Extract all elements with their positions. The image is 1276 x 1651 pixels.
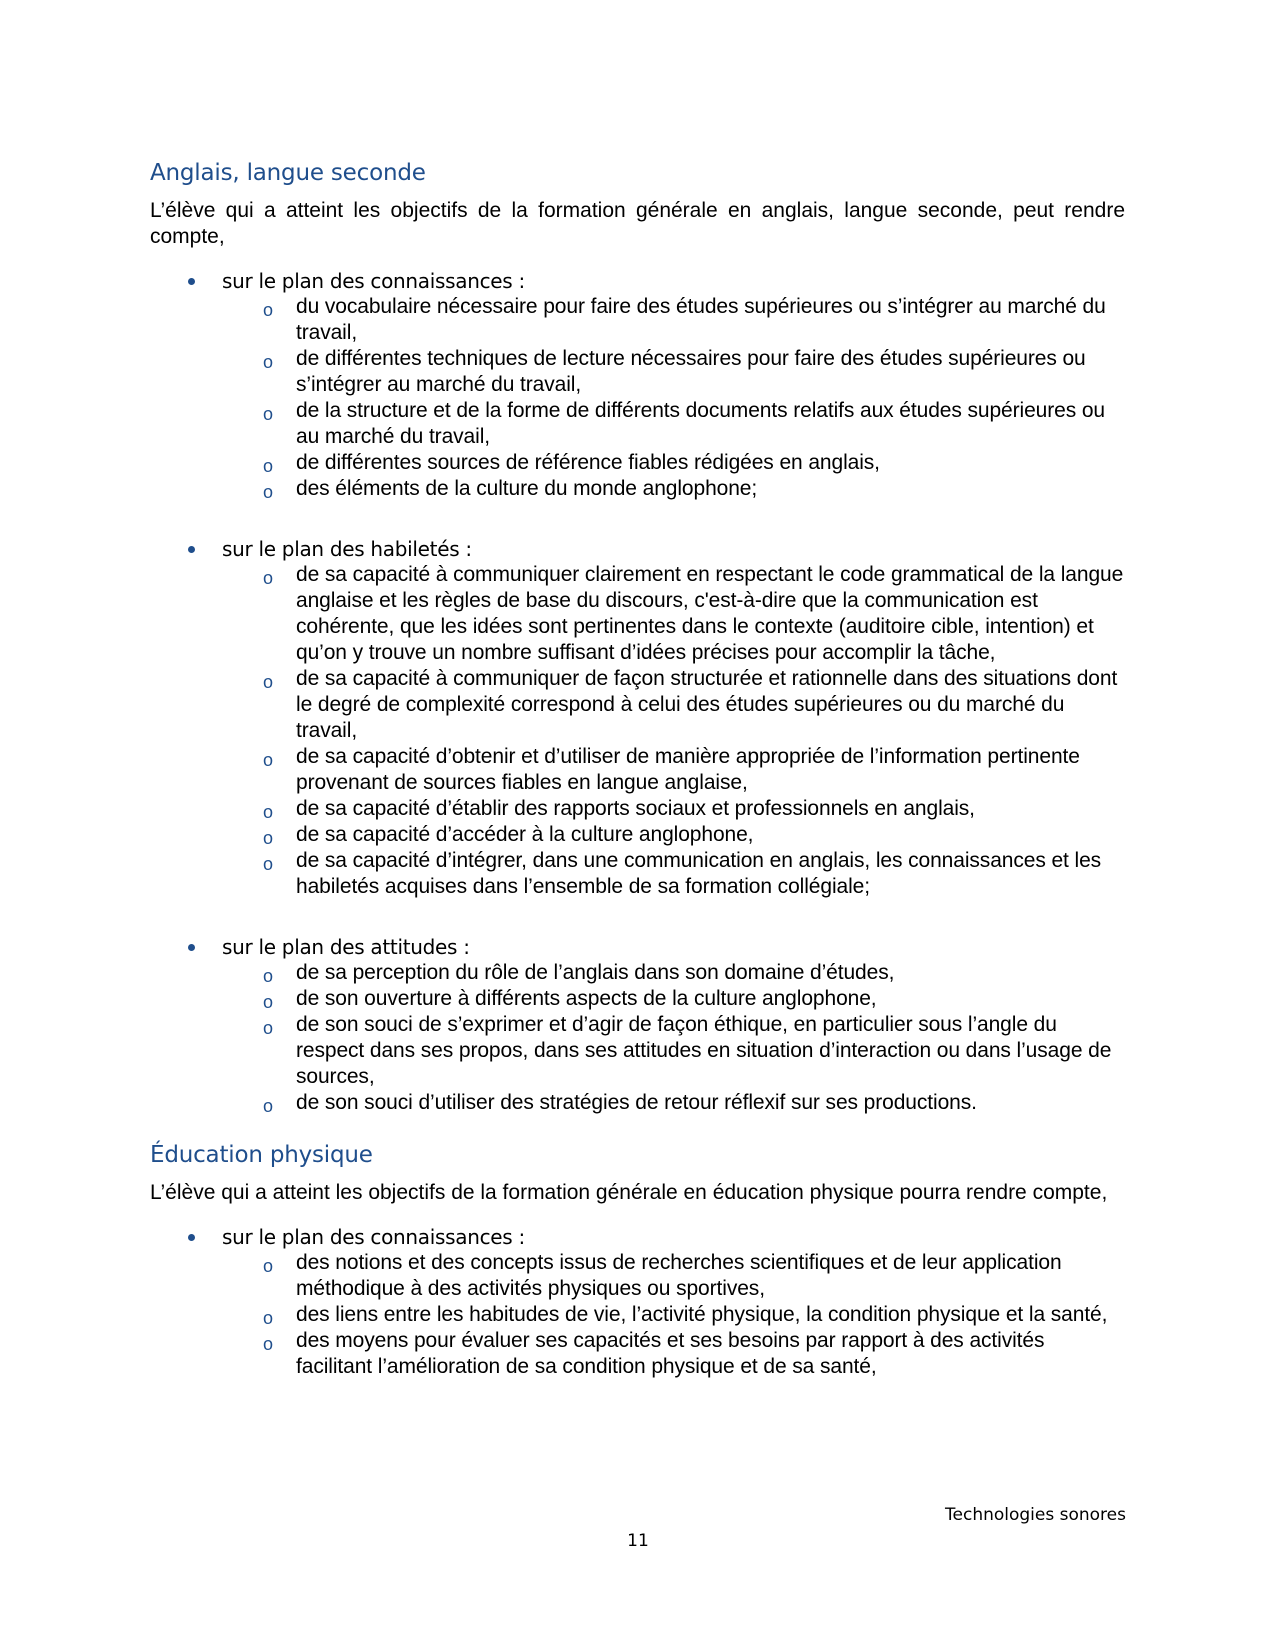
bullet-icon <box>188 546 195 553</box>
circle-bullet-icon: o <box>263 404 273 424</box>
plan-list-education-physique <box>150 1224 1125 1380</box>
sub-item <box>150 476 1125 502</box>
sub-item <box>150 1012 1125 1090</box>
sub-item <box>150 1250 1125 1302</box>
footer-program-name: Technologies sonores <box>945 1505 1126 1525</box>
circle-bullet-icon: o <box>263 828 273 848</box>
circle-bullet-icon: o <box>263 568 273 588</box>
sub-item-text: de la structure et de la forme de différents documents relatifs aux études supérieures ou au marché du travail, <box>296 399 1106 448</box>
sub-item <box>150 450 1125 476</box>
plan-label: sur le plan des attitudes : <box>222 935 470 959</box>
circle-bullet-icon: o <box>263 1018 273 1038</box>
sub-item <box>150 666 1125 744</box>
sub-item <box>150 398 1125 450</box>
section-intro-anglais: L’élève qui a atteint les objectifs de la formation générale en anglais, langue seconde, peut rendre compte, <box>150 199 1125 248</box>
circle-bullet-icon: o <box>263 1334 273 1354</box>
section-title-education-physique: Éducation physique <box>150 1142 373 1168</box>
sub-item-text: de différentes sources de référence fiables rédigées en anglais, <box>296 451 880 474</box>
sub-item-text: des moyens pour évaluer ses capacités et ses besoins par rapport à des activités facilitant l’amélioration de sa condition physique et de sa santé, <box>296 1329 1045 1378</box>
circle-bullet-icon: o <box>263 1308 273 1328</box>
section-intro-education-physique: L’élève qui a atteint les objectifs de la formation générale en éducation physique pourra rendre compte, <box>150 1181 1108 1204</box>
sub-item-text: de sa capacité d’établir des rapports sociaux et professionnels en anglais, <box>296 797 975 820</box>
plan-list-anglais <box>150 268 1125 1116</box>
sub-item-text: de sa capacité d’intégrer, dans une communication en anglais, les connaissances et les habiletés acquises dans l’ensemble de sa formation collégiale; <box>296 849 1102 898</box>
sub-item-text: des liens entre les habitudes de vie, l’activité physique, la condition physique et la santé, <box>296 1303 1108 1326</box>
sub-item-text: de sa perception du rôle de l’anglais dans son domaine d’études, <box>296 961 895 984</box>
sub-item-text: de différentes techniques de lecture nécessaires pour faire des études supérieures ou s’intégrer au marché du travail, <box>296 347 1086 396</box>
sub-item-text: du vocabulaire nécessaire pour faire des études supérieures ou s’intégrer au marché du travail, <box>296 295 1106 344</box>
page-content <box>150 158 1125 1380</box>
circle-bullet-icon: o <box>263 352 273 372</box>
sub-item-text: des éléments de la culture du monde anglophone; <box>296 477 758 500</box>
plan-label: sur le plan des connaissances : <box>222 269 525 293</box>
sub-item <box>150 796 1125 822</box>
sub-item <box>150 1328 1125 1380</box>
sub-item-text: de sa capacité d’accéder à la culture anglophone, <box>296 823 754 846</box>
plan-item-habiletes <box>150 536 1125 900</box>
sub-item <box>150 562 1125 666</box>
plan-label: sur le plan des habiletés : <box>222 537 472 561</box>
sub-item-text: de son souci de s’exprimer et d’agir de façon éthique, en particulier sous l’angle du respect dans ses propos, dans ses attitudes en situation d’interaction ou dans l’usage de sources, <box>296 1013 1112 1088</box>
sub-item <box>150 848 1125 900</box>
sub-list <box>222 294 1125 502</box>
sub-item-text: de sa capacité d’obtenir et d’utiliser de manière appropriée de l’information pertinente provenant de sources fiables en langue anglaise, <box>296 745 1080 794</box>
circle-bullet-icon: o <box>263 992 273 1012</box>
sub-item-text: de sa capacité à communiquer de façon structurée et rationnelle dans des situations dont le degré de complexité correspond à celui des études supérieures ou du marché du travail, <box>296 667 1118 742</box>
sub-item-text: de son souci d’utiliser des stratégies de retour réflexif sur ses productions. <box>296 1091 977 1114</box>
circle-bullet-icon: o <box>263 300 273 320</box>
circle-bullet-icon: o <box>263 672 273 692</box>
section-title-anglais: Anglais, langue seconde <box>150 160 426 186</box>
circle-bullet-icon: o <box>263 456 273 476</box>
circle-bullet-icon: o <box>263 1096 273 1116</box>
sub-item-text: de son ouverture à différents aspects de la culture anglophone, <box>296 987 877 1010</box>
sub-item <box>150 346 1125 398</box>
plan-item-connaissances <box>150 1224 1125 1380</box>
sub-item <box>150 1090 1125 1116</box>
plan-item-connaissances <box>150 268 1125 502</box>
sub-item-text: des notions et des concepts issus de recherches scientifiques et de leur application méthodique à des activités physiques ou sportives, <box>296 1251 1062 1300</box>
circle-bullet-icon: o <box>263 966 273 986</box>
sub-item <box>150 986 1125 1012</box>
plan-label: sur le plan des connaissances : <box>222 1225 525 1249</box>
bullet-icon <box>188 944 195 951</box>
sub-item <box>150 1302 1125 1328</box>
sub-item <box>150 294 1125 346</box>
sub-item <box>150 960 1125 986</box>
sub-list <box>222 1250 1125 1380</box>
sub-list <box>222 960 1125 1116</box>
sub-item-text: de sa capacité à communiquer clairement en respectant le code grammatical de la langue anglaise et les règles de base du discours, c'est-à-dire que la communication est cohérente, que les idées sont pertinentes dans le contexte (auditoire cible, intention) et qu’on y trouve un nombre suffisant d’idées précises pour accomplir la tâche, <box>296 563 1124 664</box>
circle-bullet-icon: o <box>263 750 273 770</box>
circle-bullet-icon: o <box>263 854 273 874</box>
bullet-icon <box>188 278 195 285</box>
circle-bullet-icon: o <box>263 1256 273 1276</box>
sub-item <box>150 822 1125 848</box>
plan-item-attitudes <box>150 934 1125 1116</box>
sub-list <box>222 562 1125 900</box>
sub-item <box>150 744 1125 796</box>
footer-page-number: 11 <box>627 1531 649 1551</box>
bullet-icon <box>188 1234 195 1241</box>
circle-bullet-icon: o <box>263 482 273 502</box>
circle-bullet-icon: o <box>263 802 273 822</box>
